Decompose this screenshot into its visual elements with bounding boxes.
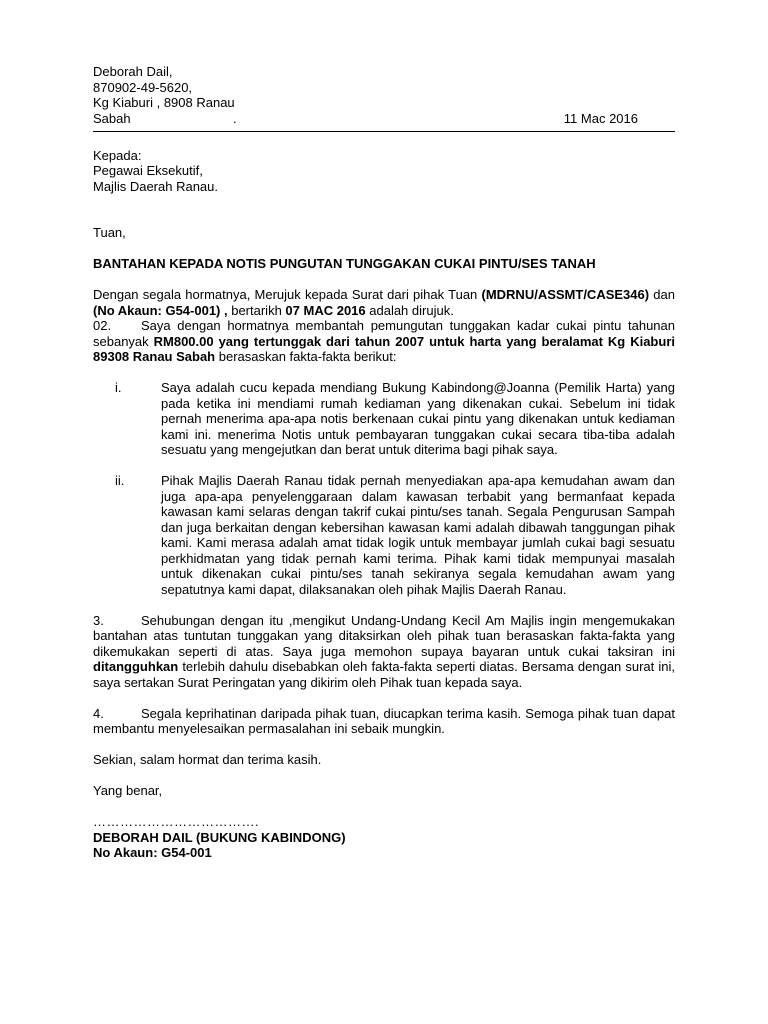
letter-date: 11 Mac 2016 [563, 110, 638, 126]
para4-text: Segala keprihatinan daripada pihak tuan, diucapkan terima kasih. Semoga pihak tuan dapat membantu menyelesaikan permasalahan ini sebaik mungkin. [93, 705, 675, 736]
list-item [93, 473, 675, 597]
para2-amount: RM800.00 yang tertunggak dari tahun 2007 untuk harta yang beralamat Kg Kiaburi 89308 Ranau Sabah [93, 333, 675, 364]
paragraph-4 [93, 706, 675, 737]
sender-block [93, 64, 675, 126]
para1-account: (No Akaun: G54-001) , [93, 302, 228, 318]
recipient-title: Pegawai Eksekutif, [93, 163, 203, 178]
para1-text-1: Dengan segala hormatnya, Merujuk kepada Surat dari pihak Tuan [93, 287, 482, 302]
signer-name: DEBORAH DAIL (BUKUNG KABINDONG) [93, 829, 346, 845]
signoff: Yang benar, [93, 783, 163, 798]
para1-reference: (MDRNU/ASSMT/CASE346) [481, 287, 650, 302]
sender-address: Kg Kiaburi , 8908 Ranau [93, 95, 235, 110]
sender-name: Deborah Dail, [93, 64, 173, 79]
sender-state: Sabah [93, 110, 131, 126]
list-item-text: Saya adalah cucu kepada mendiang Bukung Kabindong@Joanna (Pemilik Harta) yang pada ketika ini mendiami rumah kediaman yang dikenakan cukai. Sebelum ini tidak pernah menerima apa-apa notis berkenaan cukai pintu yang dikenakan untuk kediaman kami ini. menerima Notis untuk pembayaran tunggakan cukai secara tiba-tiba adalah sesuatu yang mengejutkan dan berat untuk diterima bagi pihak saya. [161, 380, 675, 457]
para1-text-2: dan [649, 287, 675, 302]
para4-number: 4. [93, 705, 104, 721]
letter [93, 64, 675, 861]
paragraph-3 [93, 613, 675, 691]
signer-name-line [93, 830, 675, 846]
list-item-number: i. [115, 380, 122, 395]
para2-number: 02. [93, 318, 112, 333]
recipient-to: Kepada: [93, 147, 142, 163]
list-item-text: Pihak Majlis Daerah Ranau tidak pernah menyediakan apa-apa kemudahan awam dan juga apa-apa penyelenggaraan dalam kawasan terbabit yang bermanfaat kepada kawasan kami selaras dengan takrif cukai pintu/ses tanah. Segala Pengurusan Sampah dan juga berkaitan dengan kebersihan kawasan kami adalah dibawah tanggungan pihak kami. Kami merasa adalah amat tidak logik untuk membayar jumlah cukai bagi sesuatu perkhidmatan yang tidak pernah kami terima. Pihak kami tidak mempunyai masalah untuk dikenakan cukai pintu/ses tanah sekiranya segala kemudahan awam yang sepatutnya kami dapat, dilaksanakan oleh pihak Majlis Daerah Ranau. [161, 473, 675, 597]
recipient-org: Majlis Daerah Ranau. [93, 178, 219, 194]
list-item-number: ii. [115, 473, 125, 488]
para2-text-2: berasaskan fakta-fakta berikut: [215, 349, 397, 364]
para2-text-1: Saya dengan hormatnya membantah pemungutan tunggakan kadar cukai pintu tahunan sebanyak [93, 318, 675, 349]
list-item [93, 380, 675, 458]
para1-date: 07 MAC 2016 [285, 302, 366, 318]
account-number: No Akaun: G54-001 [93, 845, 212, 860]
subject-text: BANTAHAN KEPADA NOTIS PUNGUTAN TUNGGAKAN CUKAI PINTU/SES TANAH [93, 256, 596, 271]
salutation: Tuan, [93, 225, 126, 240]
subject-line [93, 256, 675, 272]
recipient-block [93, 148, 675, 195]
para3-text-1: Sehubungan dengan itu ,mengikut Undang-Undang Kecil Am Majlis ingin mengemukakan bantahan atas tuntutan tunggakan yang ditaksirkan oleh pihak tuan berasaskan fakta-fakta yang dikemukakan seperti di atas. Saya juga memohon supaya bayaran untuk cukai taksiran ini [93, 612, 675, 659]
para3-number: 3. [93, 612, 104, 628]
para3-bold: ditangguhkan [93, 659, 179, 674]
closing: Sekian, salam hormat dan terima kasih. [93, 752, 322, 767]
para1-text-3: bertarikh [227, 302, 286, 318]
account-line [93, 845, 675, 861]
sender-state-line [93, 111, 675, 127]
sender-dot: . [233, 110, 237, 126]
signature-line: ………………………………. [93, 814, 260, 829]
para1-text-4: adalah dirujuk. [365, 302, 454, 318]
paragraph-2 [93, 318, 675, 365]
sender-ic: 870902-49-5620, [93, 79, 193, 95]
para3-text-2: terlebih dahulu disebabkan oleh fakta-fakta seperti diatas. Bersama dengan surat ini, saya sertakan Surat Peringatan yang dikirim oleh Pihak tuan kepada saya. [93, 659, 675, 690]
paragraph-1 [93, 287, 675, 318]
